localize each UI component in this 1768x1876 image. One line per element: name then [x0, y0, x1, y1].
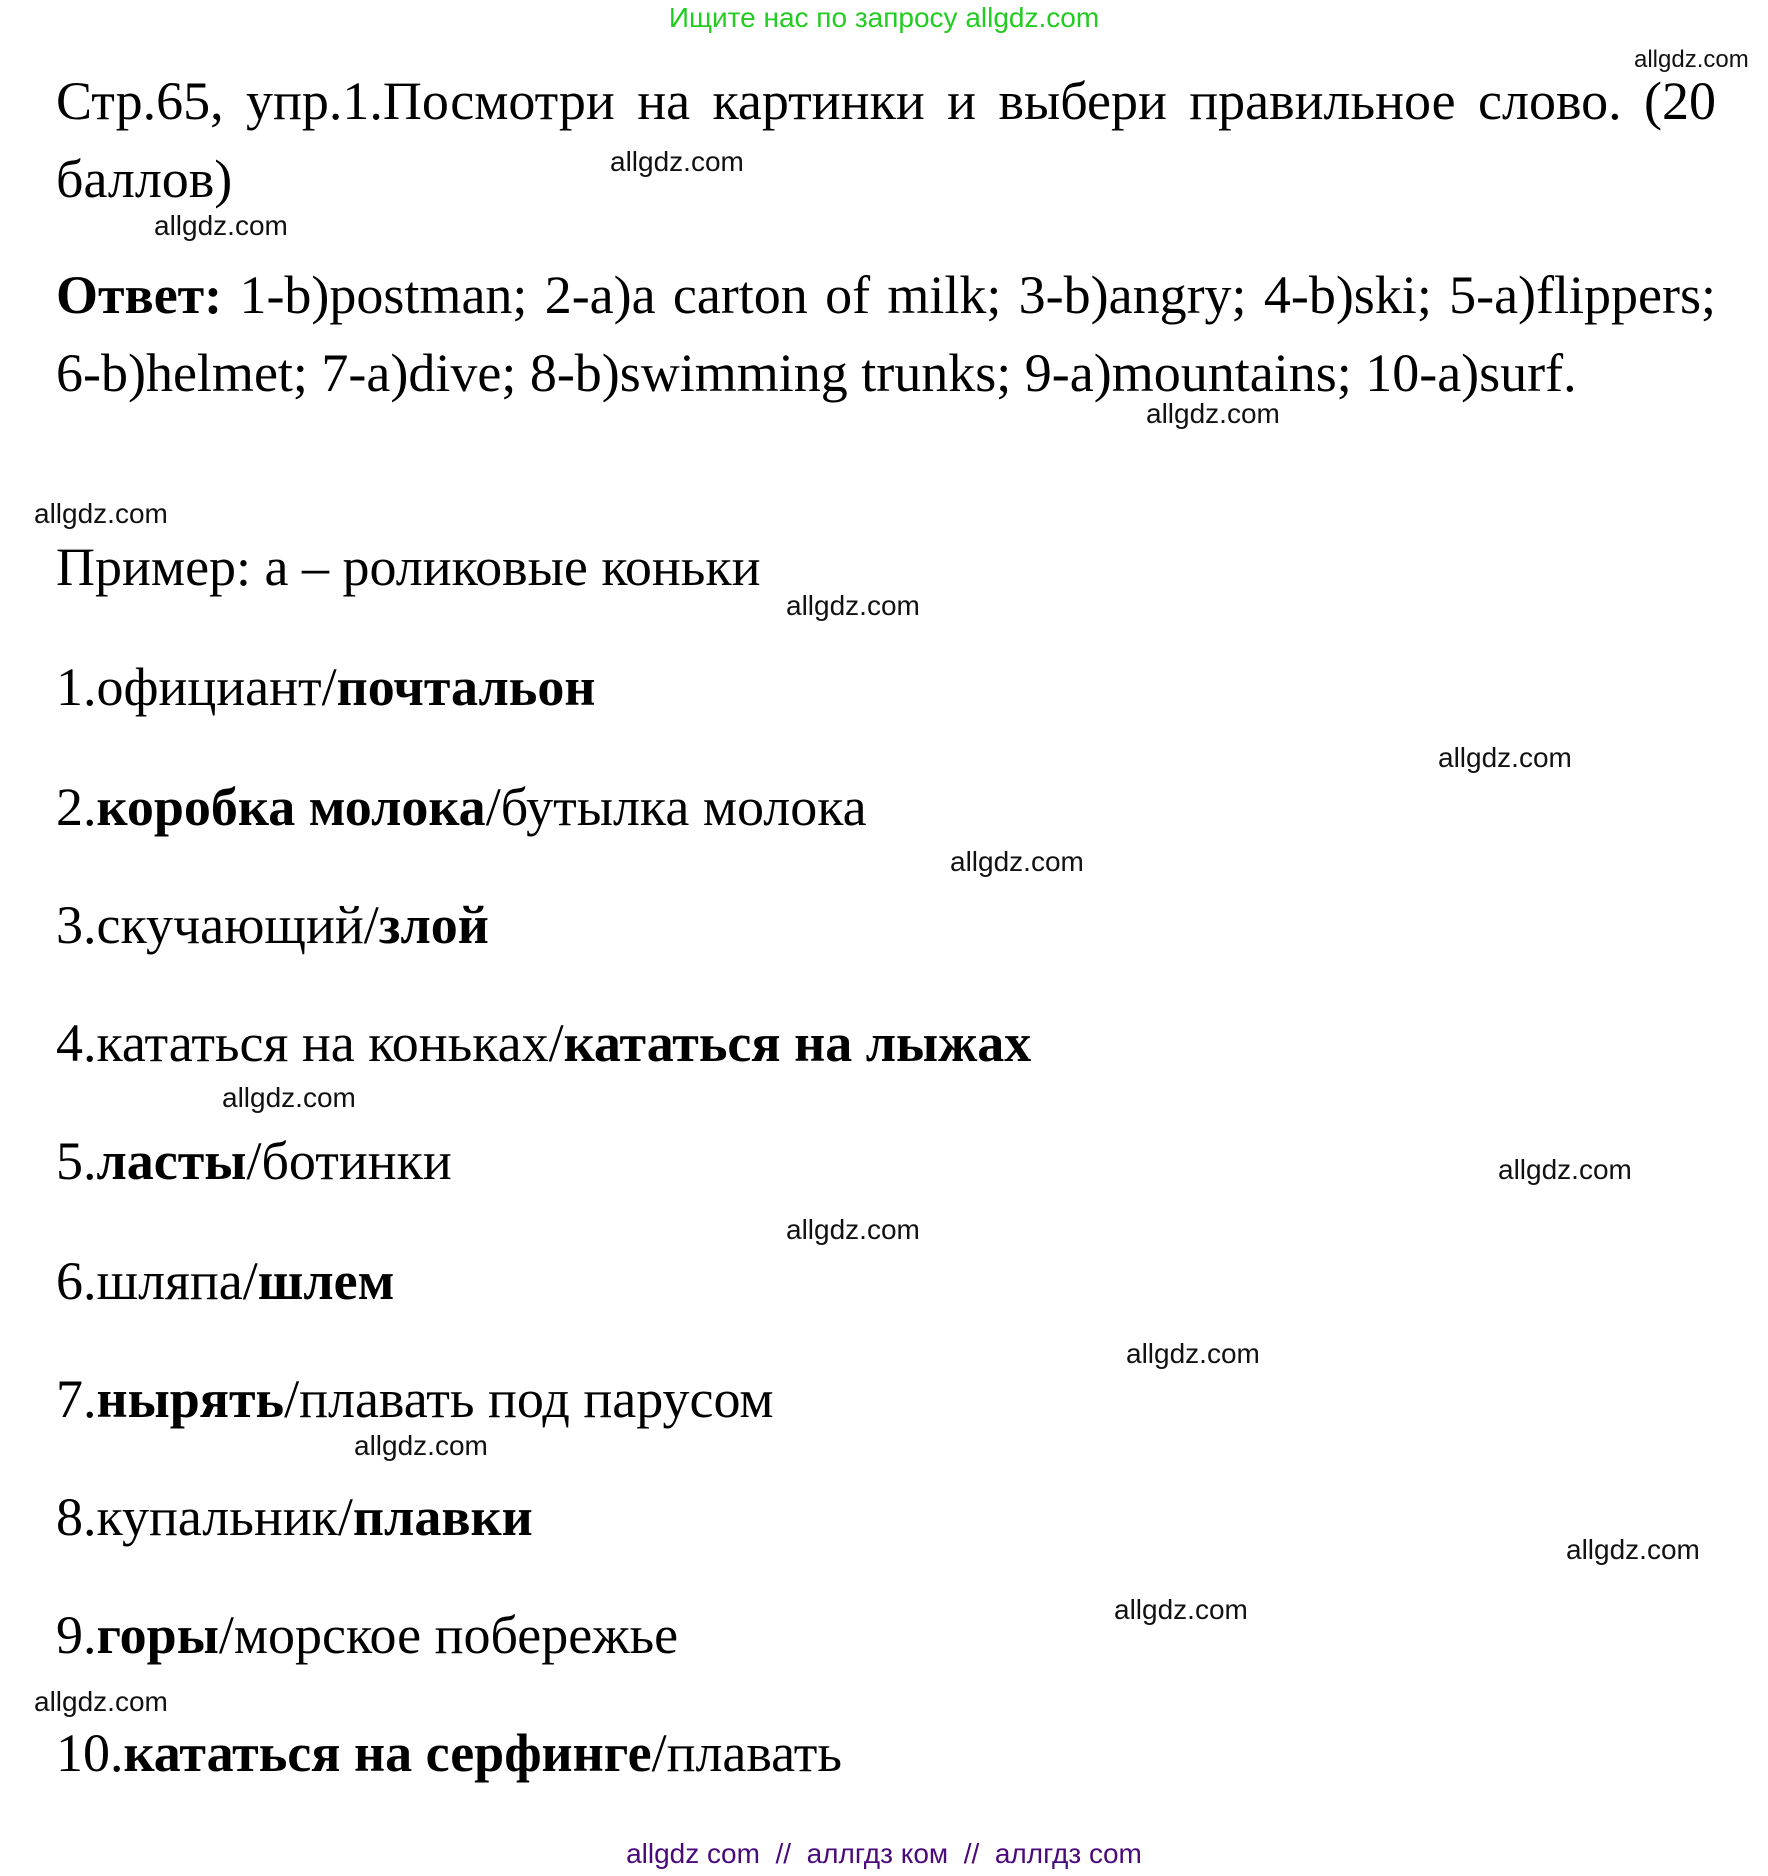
item-number: 4.: [56, 1013, 97, 1073]
item-number: 9.: [56, 1605, 97, 1665]
answer-item: [56, 1486, 533, 1548]
watermark: allgdz.com: [1114, 1594, 1248, 1625]
option-a: кататься на коньках/: [96, 1013, 564, 1073]
item-number: 7.: [56, 1369, 97, 1429]
example-line: Пример: a – роликовые коньки: [56, 537, 761, 597]
item-number: 8.: [56, 1487, 97, 1547]
item-number: 10.: [56, 1723, 124, 1783]
option-b: /плавать: [651, 1723, 842, 1783]
option-b-selected: кататься на лыжах: [563, 1013, 1032, 1073]
answer-item: [56, 1722, 842, 1784]
answer-item: [56, 1368, 774, 1430]
exercise-title: Стр.65, упр.1.Посмотри на картинки и выбери правильное слово. (20 баллов): [56, 71, 1716, 209]
option-a-selected: нырять: [96, 1369, 285, 1429]
option-a: шляпа/: [96, 1251, 258, 1311]
footer-watermark: allgdz com // аллгдз ком // аллгдз com: [626, 1838, 1142, 1869]
option-a-selected: кататься на серфинге: [123, 1723, 652, 1783]
item-number: 2.: [56, 777, 97, 837]
option-b-selected: плавки: [352, 1487, 533, 1547]
watermark: allgdz.com: [34, 498, 168, 529]
watermark: allgdz.com: [222, 1082, 356, 1113]
watermark: allgdz.com: [154, 210, 288, 241]
item-number: 5.: [56, 1131, 97, 1191]
option-b-selected: шлем: [257, 1251, 395, 1311]
option-a-selected: ласты: [96, 1131, 247, 1191]
watermark: allgdz.com: [1566, 1534, 1700, 1565]
answer-item: [56, 894, 489, 956]
watermark: allgdz.com: [1498, 1154, 1632, 1185]
watermark: allgdz.com: [610, 146, 744, 177]
option-a: купальник/: [96, 1487, 353, 1547]
option-a: официант/: [96, 657, 337, 717]
watermark: allgdz.com: [1146, 398, 1280, 429]
item-number: 6.: [56, 1251, 97, 1311]
item-number: 3.: [56, 895, 97, 955]
answer-paragraph: [56, 256, 1716, 412]
answer-item: [56, 776, 867, 838]
answer-item: [56, 1604, 678, 1666]
watermark: allgdz.com: [1126, 1338, 1260, 1369]
option-b-selected: почтальон: [336, 657, 596, 717]
answer-item: [56, 1012, 1031, 1074]
watermark: allgdz.com: [1634, 46, 1749, 73]
watermark: allgdz.com: [786, 1214, 920, 1245]
option-b: /плавать под парусом: [284, 1369, 774, 1429]
option-b-selected: злой: [378, 895, 489, 955]
answer-item: [56, 656, 595, 718]
answer-text: 1-b)postman; 2-a)a carton of milk; 3-b)angry; 4-b)ski; 5-a)flippers; 6-b)helmet; 7-a)dive; 8-b)swimming trunks; 9-a)mountains; 10-a)surf.: [56, 265, 1716, 403]
option-b: /бутылка молока: [485, 777, 867, 837]
watermark: allgdz.com: [950, 846, 1084, 877]
watermark: allgdz.com: [34, 1686, 168, 1717]
search-banner: Ищите нас по запросу allgdz.com: [668, 2, 1100, 33]
option-b: /морское побережье: [218, 1605, 679, 1665]
answer-item: [56, 1130, 452, 1192]
watermark: allgdz.com: [786, 590, 920, 621]
item-number: 1.: [56, 657, 97, 717]
answer-item: [56, 1250, 394, 1312]
watermark: allgdz.com: [1438, 742, 1572, 773]
answer-label: Ответ:: [56, 265, 223, 325]
watermark: allgdz.com: [354, 1430, 488, 1461]
option-a-selected: горы: [96, 1605, 219, 1665]
option-a: скучающий/: [96, 895, 379, 955]
option-b: /ботинки: [246, 1131, 452, 1191]
option-a-selected: коробка молока: [96, 777, 486, 837]
